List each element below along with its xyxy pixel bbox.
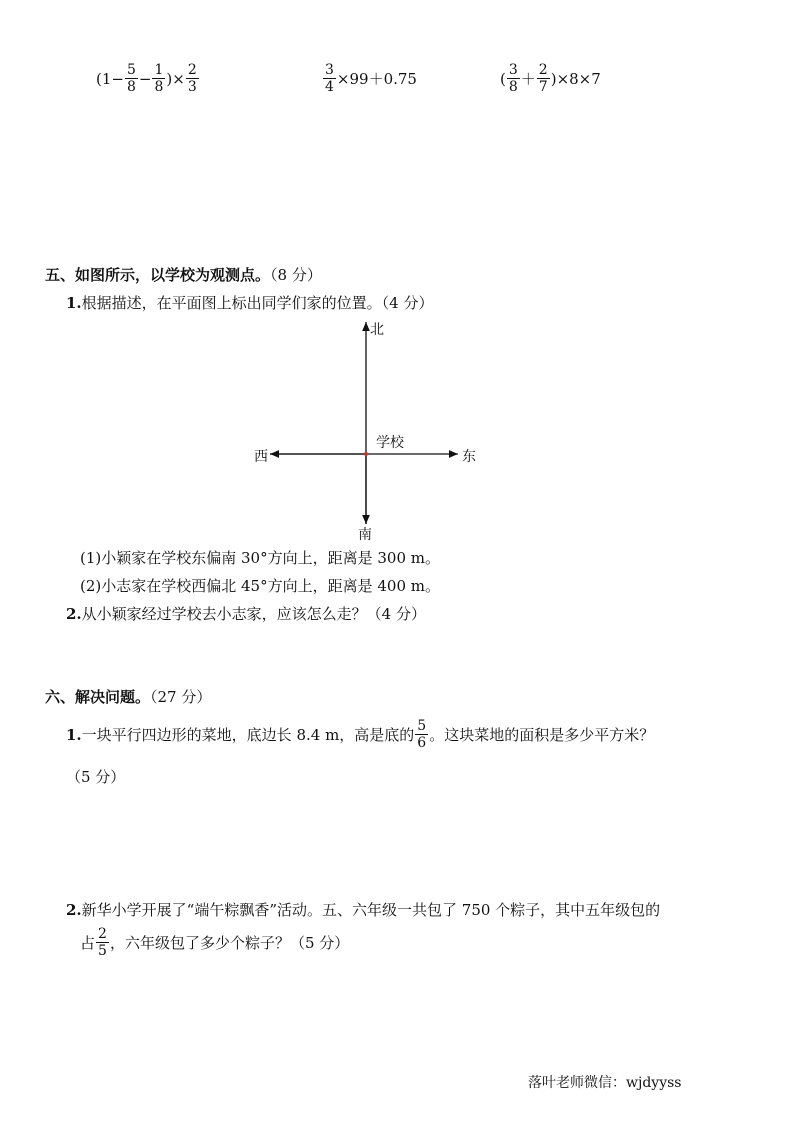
question-text-end: ，六年级包了多少个粽子？（5 分） <box>109 934 350 952</box>
calc-expression-3 <box>500 62 601 95</box>
frac-numerator: 2 <box>538 62 548 78</box>
calc3-open: ( <box>500 69 506 88</box>
section5-score: （8 分） <box>270 266 322 284</box>
section6-question-1-score: （5 分） <box>66 768 126 786</box>
school-point <box>364 452 368 456</box>
question-text-end: 。这块菜地的面积是多少平方米？ <box>429 726 655 744</box>
calc2-rest: ×99＋0.75 <box>336 70 417 88</box>
calc1-close: )× <box>166 69 185 88</box>
calc3-mid: ＋ <box>520 70 536 88</box>
calc-expression-1 <box>96 62 200 95</box>
question-text: 新华小学开展了“端午粽飘香”活动。五、六年级一共包了 750 个粽子，其中五年级包的 <box>81 901 661 919</box>
section6-title <box>45 686 211 707</box>
frac-denominator: 7 <box>538 79 548 95</box>
section5-description-2: (2)小志家在学校西偏北 45°方向上，距离是 400 m。 <box>80 577 440 595</box>
frac-numerator: 3 <box>325 62 334 78</box>
section6-question-2 <box>66 899 660 920</box>
section5-description-1: (1)小颖家在学校东偏南 30°方向上，距离是 300 m。 <box>80 549 440 567</box>
calc1-frac-1 <box>125 62 138 95</box>
section6-score: （27 分） <box>150 688 212 706</box>
question-number: 1. <box>66 294 82 312</box>
question-number: 2. <box>66 901 82 919</box>
frac-denominator: 5 <box>98 943 107 959</box>
section5-title-text: 五、如图所示，以学校为观测点。 <box>45 266 271 284</box>
section5-question-2 <box>66 603 426 624</box>
frac-denominator: 4 <box>325 79 334 95</box>
calc3-frac-1 <box>507 62 520 95</box>
frac-denominator: 8 <box>508 79 518 95</box>
frac-numerator: 1 <box>154 62 164 78</box>
question-text: 一块平行四边形的菜地，底边长 8.4 m，高是底的 <box>81 726 415 744</box>
question-text: 根据描述，在平面图上标出同学们家的位置。（4 分） <box>81 294 434 312</box>
section6-question-1 <box>66 718 654 751</box>
question-number: 2. <box>66 605 82 623</box>
frac-numerator: 3 <box>508 62 518 78</box>
frac-denominator: 8 <box>126 79 136 95</box>
frac-denominator: 6 <box>417 735 427 751</box>
calc1-frac-3 <box>186 62 199 95</box>
compass-diagram <box>250 318 490 548</box>
section6-title-text: 六、解决问题。 <box>45 688 151 706</box>
calc1-open: (1− <box>96 69 124 88</box>
frac-numerator: 5 <box>417 718 427 734</box>
section5-title <box>45 264 322 285</box>
question-text: 从小颖家经过学校去小志家，应该怎么走？（4 分） <box>81 605 426 623</box>
calc3-frac-2 <box>537 62 550 95</box>
frac-numerator: 2 <box>187 62 197 78</box>
school-label: 学校 <box>376 435 404 451</box>
calc2-frac-1 <box>323 62 336 95</box>
section5-question-1 <box>66 292 434 313</box>
west-label: 西 <box>254 449 268 465</box>
frac-denominator: 8 <box>154 79 164 95</box>
calc1-frac-2 <box>152 62 165 95</box>
question-fraction <box>96 926 109 959</box>
south-label: 南 <box>358 527 372 543</box>
frac-numerator: 2 <box>98 926 107 942</box>
calc3-close: )×8×7 <box>550 69 601 88</box>
section6-question-2-line2 <box>80 926 349 959</box>
footer-contact: 落叶老师微信：wjdyyss <box>528 1075 682 1091</box>
calc-expression-2 <box>322 62 417 95</box>
question-number: 1. <box>66 725 82 744</box>
question-text: 占 <box>80 934 96 952</box>
east-label: 东 <box>462 449 476 465</box>
north-label: 北 <box>370 322 384 338</box>
frac-denominator: 3 <box>187 79 197 95</box>
question-fraction <box>415 718 428 751</box>
calc1-mid: − <box>138 69 152 88</box>
frac-numerator: 5 <box>126 62 136 78</box>
